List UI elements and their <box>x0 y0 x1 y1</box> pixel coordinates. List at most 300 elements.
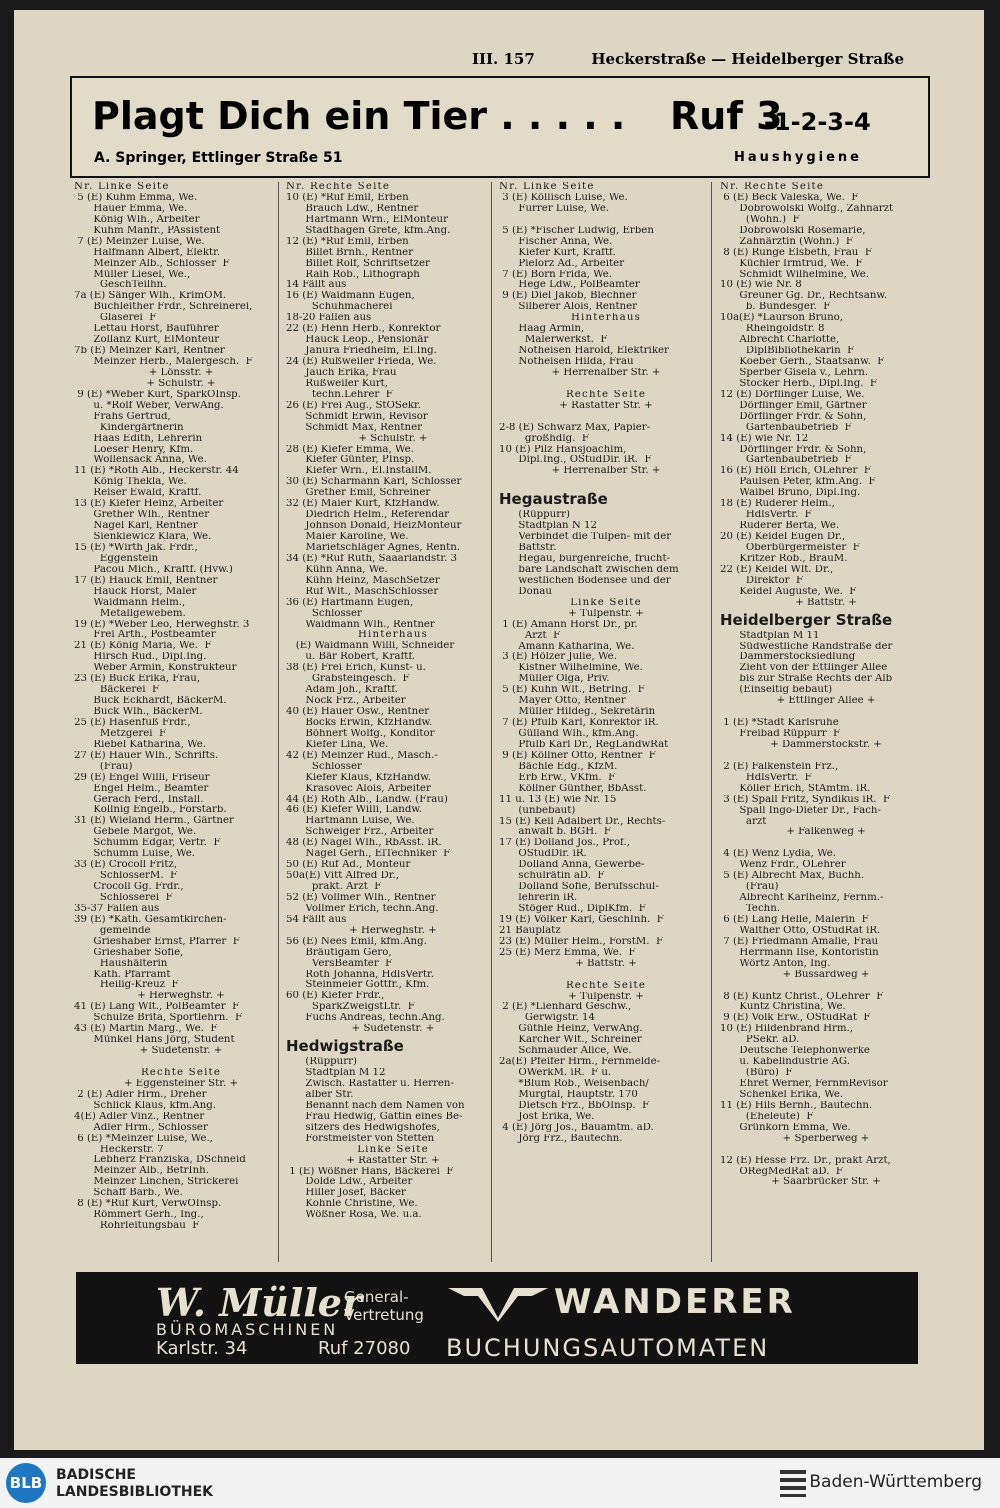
directory-line: + Lönsstr. + <box>148 367 214 378</box>
directory-line: 25 (E) Merz Emma, We. F <box>499 947 636 958</box>
directory-line: Meinzer Alb., Schlosser F <box>74 258 230 269</box>
directory-line: + Schulstr. + <box>146 378 216 389</box>
directory-line: Oberbürgermeister F <box>720 542 860 553</box>
directory-line: Gerach Ferd., Install. <box>74 794 204 805</box>
library-name <box>56 1467 213 1501</box>
directory-line: Direktor F <box>720 575 804 586</box>
directory-line: HdlsVertr. F <box>720 772 812 783</box>
directory-line: Dörflinger Emil, Gärtner <box>720 400 867 411</box>
directory-line: 11 (E) Hils Bernh., Bautechn. <box>720 1100 873 1111</box>
directory-line: 6 (E) *Meinzer Luise, We., <box>74 1133 213 1144</box>
directory-line <box>720 751 932 762</box>
directory-line: + Tulpenstr. + <box>568 608 644 619</box>
library-name-line1: BADISCHE <box>56 1467 136 1483</box>
directory-line: 11 (E) *Roth Alb., Heckerstr. 44 <box>74 466 239 477</box>
directory-line: Schmauder Alice, We. <box>499 1046 632 1057</box>
directory-line: arzt <box>720 816 767 827</box>
directory-line: u. Bär Robert, Kraftf. <box>286 652 415 663</box>
directory-line: Pielorz Ad., Arbeiter <box>499 258 625 269</box>
directory-line: 22 (E) Henn Herb., Konrektor <box>286 324 441 335</box>
directory-line: Kindergärtnerin <box>74 422 184 433</box>
directory-line: Gebele Margot, We. <box>74 827 197 838</box>
directory-line: 14 (E) wie Nr. 12 <box>720 433 809 444</box>
directory-line: 7 (E) Meinzer Luise, We. <box>74 236 205 247</box>
directory-line: Waibel Bruno, Dipl.Ing. <box>720 488 861 499</box>
directory-line: 33 (E) Crocoll Fritz, <box>74 860 178 871</box>
directory-line: König Thekla, We. <box>74 477 187 488</box>
column-2 <box>286 182 500 1221</box>
directory-line: Meinzer Linchen, Strickerei <box>74 1177 239 1188</box>
directory-line: + Rastatter Str. + <box>559 400 653 411</box>
directory-line: 40 (E) Hauer Osw., Rentner <box>286 707 430 717</box>
directory-line: Walther Otto, OStudRat iR. <box>720 925 881 936</box>
directory-line: 9 (E) Volk Erw., OStudRat F <box>720 1013 871 1024</box>
directory-line: 44 (E) Roth Alb., Landw. (Frau) <box>286 794 448 805</box>
directory-line: Stöger Rud., DiplKfm. F <box>499 904 646 914</box>
directory-line <box>720 838 932 849</box>
directory-line: Bäckerei F <box>74 685 160 696</box>
directory-line <box>720 981 932 992</box>
directory-line: 9 (E) *Weber Kurt, SparkOInsp. <box>74 389 241 400</box>
directory-line: 10 (E) Hildenbrand Hrm., <box>720 1024 854 1035</box>
directory-line: Eggenstein <box>74 553 159 564</box>
directory-line: Nr. Linke Seite <box>499 182 595 192</box>
directory-line: Forstmeister von Stetten <box>286 1133 435 1144</box>
directory-line: Schweiger Frz., Arbeiter <box>286 827 434 838</box>
directory-line: 17 (E) Hauck Emil, Rentner <box>74 575 218 586</box>
directory-line: + Falkenweg + <box>786 827 866 838</box>
directory-line: Furrer Luise, We. <box>499 203 610 214</box>
ad-general: General- <box>344 1288 409 1306</box>
directory-line: 3 (E) Köllisch Luise, We. <box>499 192 628 203</box>
directory-line: Nagel Karl, Rentner <box>74 521 198 532</box>
directory-line: b. Bundesger. F <box>720 302 831 313</box>
directory-line: Dipl.Ing., OStudDir. iR. F <box>499 455 652 466</box>
directory-line: Spall Ingo-Dieter Dr., Fach- <box>720 805 881 816</box>
directory-line: 31 (E) Wieland Herm., Gärtner <box>74 816 234 827</box>
directory-line: 8 (E) Runge Elsbeth, Frau F <box>720 247 872 258</box>
directory-line: SparkZweigstLtr. F <box>286 1002 415 1013</box>
directory-line: 48 (E) Nagel Wlh., RbAsst. iR. <box>286 838 442 849</box>
bottom-advertisement <box>76 1272 918 1364</box>
library-name-line2: LANDESBIBLIOTHEK <box>56 1484 214 1500</box>
directory-line: Roth Johanna, HdlsVertr. <box>286 969 434 980</box>
directory-line: Engel Helm., Beamter <box>74 783 209 794</box>
directory-line: 16 (E) Waidmann Eugen, <box>286 291 415 302</box>
directory-line: 19 (E) Völker Karl, GeschInh. F <box>499 914 664 925</box>
directory-line: Schenkel Erika, We. <box>720 1089 844 1100</box>
directory-line: Schaff Barb., We. <box>74 1188 183 1199</box>
directory-line: Hege Ldw., PolBeamter <box>499 280 640 291</box>
directory-line: 7b (E) Meinzer Karl, Rentner <box>74 346 225 357</box>
directory-line: Schumm Edgar, Vertr. F <box>74 838 221 849</box>
directory-line: 19 (E) *Weber Leo, Herweghstr. 3 <box>74 619 250 630</box>
directory-line: 20 (E) Keidel Eugen Dr., <box>720 532 846 542</box>
directory-line: Hirsch Rud., Dipl.Ing. <box>74 652 207 663</box>
directory-line: Freibad Rüppurr F <box>720 729 841 739</box>
directory-line: Halfmann Albert, Elektr. <box>74 247 221 258</box>
directory-line: schulrätin aD. F <box>499 871 605 882</box>
directory-line: 3 (E) Hölzer Julie, We. <box>499 652 617 663</box>
directory-line: Dobrowolski Wolfg., Zahnarzt <box>720 203 894 214</box>
directory-line: (Rüppurr) <box>286 1057 357 1068</box>
directory-line: Stadtplan N 12 <box>499 521 597 532</box>
directory-line: Haag Armin, <box>499 324 585 335</box>
directory-line: Pacou Mich., Kraftf. (Hvw.) <box>74 564 233 575</box>
directory-line: Schlosser <box>286 608 362 619</box>
directory-line: Zieht von der Ettlinger Allee <box>720 663 888 674</box>
directory-line: Münkel Hans Jörg, Student <box>74 1035 235 1046</box>
directory-line: 35-37 Fallen aus <box>74 903 160 914</box>
directory-line: Wößner Rosa, We. u.a. <box>286 1210 422 1221</box>
directory-line: prakt. Arzt F <box>286 882 382 892</box>
directory-line: Bocks Erwin, KfzHandw. <box>286 717 433 728</box>
directory-line: Dolland Anna, Gewerbe- <box>499 860 645 871</box>
ad-phone: Ruf 27080 <box>318 1338 411 1359</box>
directory-line: 17 (E) Dolland Jos., Prof., <box>499 838 630 849</box>
column-divider <box>278 182 279 1262</box>
directory-line: Nock Frz., Arbeiter <box>286 696 406 707</box>
directory-line: 7 (E) Pfulb Karl, Konrektor iR. <box>499 718 659 729</box>
directory-line: Vollmer Erich, techn.Ang. <box>286 903 439 914</box>
street-heading: Heidelberger Straße <box>720 610 893 629</box>
directory-line: *Blum Rob., Weisenbach/ <box>499 1079 649 1089</box>
directory-line: 16 (E) Höll Erich, OLehrer F <box>720 466 871 477</box>
directory-line: 39 (E) *Kath. Gesamtkirchen- <box>74 914 227 925</box>
directory-line: Koeber Gerh., Staatsanw. F <box>720 357 885 367</box>
directory-line: großhdlg. F <box>499 433 589 444</box>
directory-line: Buck Eckhardt, BäckerM. <box>74 696 227 707</box>
directory-line: Güthle Heinz, VerwAng. <box>499 1024 643 1035</box>
directory-line: + Tulpenstr. + <box>568 991 644 1002</box>
column-divider <box>491 182 492 1262</box>
ad-company: A. Springer, Ettlinger Straße 51 <box>94 150 343 166</box>
directory-line: Müller Olga, Priv. <box>499 674 610 685</box>
directory-line: Paulsen Peter, kfm.Ang. F <box>720 477 876 488</box>
directory-line: Herrmann Ilse, Kontoristin <box>720 947 879 958</box>
directory-line: Schlick Klaus, kfm.Ang. <box>74 1100 217 1111</box>
directory-line: Fischer Anna, We. <box>499 236 613 247</box>
directory-line: 50a(E) Vitt Alfred Dr., <box>286 871 399 882</box>
directory-line: Gülland Wlh., kfm.Ang. <box>499 729 639 739</box>
directory-line: 4 (E) Jörg Jos., Bauamtm. aD. <box>499 1122 654 1133</box>
directory-line: + Herrenalber Str. + <box>551 466 661 477</box>
directory-line: Grieshaber Ernst, Pfarrer F <box>74 936 240 947</box>
directory-line: Lebherz Franziska, DSchneid <box>74 1155 246 1166</box>
directory-line <box>74 1057 288 1068</box>
directory-line: Schmidt Max, Rentner <box>286 422 422 433</box>
directory-line: (unbebaut) <box>499 805 576 816</box>
footer-bar <box>0 1458 1000 1508</box>
directory-line: Haas Edith, Lehrerin <box>74 433 203 444</box>
directory-line: 10 (E) *Ruf Emil, Erben <box>286 192 409 203</box>
column-3 <box>499 182 713 1145</box>
directory-line: 34 (E) *Ruf Ruth, Saaarlandstr. 3 <box>286 553 458 564</box>
directory-line: Gartenbaubetrieb F <box>720 422 852 433</box>
page-number: III. 157 <box>472 50 535 68</box>
directory-line: Malerwerkst. F <box>499 335 608 346</box>
directory-line: Frahs Gertrud, <box>74 411 171 422</box>
directory-line: Dörflinger Frdr. & Sohn, <box>720 411 867 422</box>
directory-line: Hegau, burgenreiche, frucht- <box>499 554 670 564</box>
ad-phone-suffix: -1-2-3-4 <box>764 108 871 136</box>
directory-line: Krasovec Alois, Arbeiter <box>286 783 431 794</box>
directory-page <box>14 10 984 1450</box>
ad-general-vertretung <box>344 1288 424 1324</box>
directory-line: 52 (E) Vollmer Wlh., Rentner <box>286 892 436 903</box>
directory-line: 8 (E) *Ruf Kurt, VerwOInsp. <box>74 1199 222 1210</box>
directory-line: Rußweiler Kurt, <box>286 378 389 389</box>
directory-line: Küchler Irmtrud, We. F <box>720 258 863 269</box>
directory-line: Sperber Gisela v., Lehrn. <box>720 367 868 378</box>
directory-line: Zahnärztin (Wohn.) F <box>720 236 853 247</box>
directory-line: (Wohn.) F <box>720 214 800 225</box>
directory-line: Buchleither Frdr., Schreinerei, <box>74 302 253 313</box>
directory-line: 23 (E) Müller Helm., ForstM. F <box>499 936 664 947</box>
ad-service: Haushygiene <box>733 150 862 165</box>
directory-line: Jörg Frz., Bautechn. <box>499 1133 623 1144</box>
directory-line: 21 (E) König Maria, We. F <box>74 641 212 652</box>
directory-line: 7a (E) Sänger Wlh., KrimOM. <box>74 291 227 302</box>
directory-line: (Rüppurr) <box>499 510 570 521</box>
directory-line: Schmidt Erwin, Revisor <box>286 411 428 422</box>
directory-line: Murgtal, Hauptstr. 170 <box>499 1089 638 1100</box>
directory-line: Haushälterin <box>74 958 168 969</box>
street-heading: Hegaustraße <box>499 490 608 509</box>
directory-line: bare Landschaft zwischen dem <box>499 564 679 575</box>
directory-line: 56 (E) Nees Emil, kfm.Ang. <box>286 936 427 947</box>
directory-line: (Frau) <box>74 761 133 772</box>
directory-line: Kiefer Wrn., El.InstallM. <box>286 466 432 477</box>
directory-line: 1 (E) *Stadt Karlsruhe <box>720 718 839 729</box>
directory-line: Rohrleitungsbau F <box>74 1221 200 1232</box>
directory-line: 1 (E) Wößner Hans, Bäckerei F <box>286 1166 454 1177</box>
directory-line: Linke Seite <box>357 1144 429 1155</box>
directory-line: 10 (E) wie Nr. 8 <box>720 280 802 291</box>
directory-line: Kath. Pfarramt <box>74 969 171 980</box>
directory-line <box>499 215 713 226</box>
directory-line: 36 (E) Hartmann Eugen, <box>286 597 414 608</box>
directory-line <box>499 477 713 488</box>
directory-line: Donau <box>499 586 552 597</box>
directory-line: Lettau Horst, Bauführer <box>74 324 219 335</box>
directory-line: Jost Erika, We. <box>499 1111 595 1122</box>
directory-line: Waidmann Helm., <box>74 597 186 608</box>
directory-line: Albrecht Karlheinz, Fernm.- <box>720 893 884 904</box>
directory-line: Dammerstocksiedlung <box>720 652 856 663</box>
directory-line: 60 (E) Kiefer Frdr., <box>286 991 385 1002</box>
column-4 <box>720 182 932 1188</box>
directory-line: Grabsteingesch. F <box>286 674 410 685</box>
directory-line: Stadthagen Grete, kfm.Ang. <box>286 225 451 236</box>
directory-line: Frau Hedwig, Gattin eines Be- <box>286 1111 463 1122</box>
directory-line: Stadtplan M 11 <box>720 630 820 641</box>
directory-line: Schlosserei F <box>74 892 173 903</box>
directory-line: Weber Armin, Konstrukteur <box>74 663 237 674</box>
directory-line: (Frau) <box>720 882 779 893</box>
directory-line: Rechte Seite <box>565 980 647 991</box>
directory-line: ORegMedRat aD. F <box>720 1166 843 1177</box>
directory-line: Heilig-Kreuz F <box>74 980 179 991</box>
directory-line: Dobrowolski Rosemarie, <box>720 225 866 236</box>
directory-line: (Einseitig bebaut) <box>720 685 833 696</box>
directory-line: u. Kabelindustrie AG. <box>720 1057 850 1068</box>
directory-line: Battstr. <box>499 543 557 554</box>
directory-line <box>720 707 932 718</box>
directory-line: u. *Rolf Weber, VerwAng. <box>74 400 224 411</box>
directory-line: Kollnig Engelb., Forstarb. <box>74 805 227 816</box>
directory-line: + Herrenalber Str. + <box>551 367 661 378</box>
directory-line: Grether Emil, Schreiner <box>286 488 431 499</box>
directory-line: Köller Erich, StAmtm. iR. <box>720 783 871 794</box>
directory-line: 27 (E) Hauer Wlh., Schrifts. <box>74 750 219 761</box>
directory-line: Adler Hrm., Schlosser <box>74 1122 208 1133</box>
directory-line: 9 (E) Diel Jakob, Blechner <box>499 291 637 302</box>
directory-line: Dolde Ldw., Arbeiter <box>286 1177 413 1188</box>
directory-line: Keidel Auguste, We. F <box>720 586 857 597</box>
directory-line: OWerkM. iR. F u. <box>499 1068 612 1079</box>
directory-line: Karcher Wlt., Schreiner <box>499 1035 642 1046</box>
directory-line: anwalt b. BGH. F <box>499 827 611 838</box>
directory-line: 6 (E) Beck Valeska, We. F <box>720 192 859 203</box>
directory-line: + Herweghstr. + <box>349 925 437 936</box>
directory-line: Ehret Werner, FernmRevisor <box>720 1079 888 1089</box>
directory-line: Müller Liesel, We., <box>74 269 191 280</box>
directory-line: 15 (E) Keil Adalbert Dr., Rechts- <box>499 816 666 827</box>
directory-line: Kiefer Günter, PInsp. <box>286 455 415 466</box>
directory-line: 28 (E) Kiefer Emma, We. <box>286 444 414 455</box>
directory-line: Diedrich Helm., Referendar <box>286 510 450 521</box>
directory-line: Metallgewebem. <box>74 608 186 619</box>
directory-line: Kiefer Lina, We. <box>286 739 389 750</box>
directory-line: 2 (E) Adler Hrm., Dreher <box>74 1089 207 1100</box>
directory-line: Hauck Leop., Pensionär <box>286 335 429 346</box>
directory-line: VersBeamter F <box>286 958 393 969</box>
directory-line: 12 (E) Dörflinger Luise, We. <box>720 389 865 400</box>
directory-line: 5 (E) Kuhm Emma, We. <box>74 192 198 203</box>
directory-line: Mayer Otto, Rentner <box>499 696 626 707</box>
directory-line: Kohnle Christine, We. <box>286 1199 418 1210</box>
directory-line: 42 (E) Meinzer Rud., Masch.- <box>286 750 438 761</box>
directory-line: 12 (E) *Ruf Emil, Erben <box>286 236 409 247</box>
directory-line: Hiller Josef, Bäcker <box>286 1188 406 1199</box>
directory-line: + Schulstr. + <box>358 433 428 444</box>
directory-line: (Büro) F <box>720 1068 793 1079</box>
directory-line: Kuhm Manfr., PAssistent <box>74 225 221 236</box>
directory-line: Hinterhaus <box>570 313 642 324</box>
directory-line: westlichen Bodensee und der <box>499 575 671 586</box>
directory-line <box>499 379 713 390</box>
directory-line: (E) Waidmann Willi, Schneider <box>286 641 455 652</box>
directory-line: Wörtz Anton, Ing. <box>720 958 831 969</box>
directory-line: 8 (E) Kuntz Christ., OLehrer F <box>720 991 884 1002</box>
directory-line: Kiefer Klaus, KfzHandw. <box>286 772 431 783</box>
directory-line: Schmidt Wilhelmine, We. <box>720 269 869 280</box>
directory-line: 38 (E) Frei Erich, Kunst- u. <box>286 663 426 674</box>
directory-line: + Saarbrücker Str. + <box>771 1177 881 1188</box>
directory-line: Greuner Gg. Dr., Rechtsanw. <box>720 291 888 302</box>
directory-line: 30 (E) Scharmann Karl, Schlosser <box>286 477 462 488</box>
ad-phone-prefix: Ruf 3 <box>670 94 783 138</box>
directory-line: + Sudetenstr. + <box>351 1024 435 1035</box>
directory-line: 5 (E) Albrecht Max, Buchh. <box>720 871 865 882</box>
directory-line: Zollanz Kurt, ElMonteur <box>74 335 220 346</box>
directory-line: Billet Brnh., Rentner <box>286 247 414 258</box>
directory-line: Maier Karoline, We. <box>286 532 409 542</box>
street-range-header: Heckerstraße — Heidelberger Straße <box>591 50 904 68</box>
directory-line: Glaserei F <box>74 313 157 324</box>
directory-line: Grether Wlh., Rentner <box>74 510 210 521</box>
directory-line: Linke Seite <box>570 597 642 608</box>
directory-line: + Dammerstockstr. + <box>770 739 882 750</box>
directory-line: Köllner Günther, BbAsst. <box>499 783 647 794</box>
directory-line: Adam Joh., Kraftf. <box>286 685 398 696</box>
directory-line: sitzers des Hedwigshofes, <box>286 1122 440 1133</box>
directory-line: SchlosserM. F <box>74 871 178 882</box>
directory-line: gemeinde <box>74 925 151 936</box>
directory-line: Gartenbaubetrieb F <box>720 455 852 466</box>
directory-line: Silberer Alois, Rentner <box>499 302 638 313</box>
directory-line: 2-8 (E) Schwarz Max, Papier- <box>499 422 651 433</box>
directory-line: 41 (E) Lang Wlt., PolBeamter F <box>74 1002 240 1013</box>
ad-slogan: Plagt Dich ein Tier . . . . . <box>92 94 626 138</box>
directory-line: OStudDir. iR. <box>499 849 587 860</box>
directory-line: Steinmeier Gottfr., Kfm. <box>286 980 430 991</box>
directory-line: 6 (E) Lang Helle, Malerin F <box>720 914 869 925</box>
directory-line: Bächle Edg., KfzM. <box>499 761 618 772</box>
directory-line: + Eggensteiner Str. + <box>124 1078 238 1089</box>
directory-line: Schulze Brita, Sportlehrn. F <box>74 1013 243 1024</box>
directory-line: + Battstr. + <box>795 597 857 608</box>
directory-line: Schumm Luise, We. <box>74 849 196 860</box>
directory-line: 32 (E) Maier Kurt, KfzHandw. <box>286 499 440 510</box>
directory-line: Frei Arth., Postbeamter <box>74 630 216 641</box>
directory-line: 7 (E) Friedmann Amalie, Frau <box>720 936 879 947</box>
ad-brand: W. Müller <box>156 1280 362 1325</box>
directory-line: Rheingoldstr. 8 <box>720 324 825 335</box>
directory-line: 2a(E) Pfeifer Hrm., Fernmelde- <box>499 1057 661 1068</box>
directory-line: Fuchs Andreas, techn.Ang. <box>286 1013 445 1024</box>
directory-line: 21 Bauplatz <box>499 925 561 936</box>
directory-line: + Sudetenstr. + <box>139 1046 223 1057</box>
directory-line: Bräutigam Gero, <box>286 947 392 958</box>
directory-line: Rechte Seite <box>565 389 647 400</box>
directory-line: 4(E) Adler Vinz., Rentner <box>74 1111 205 1122</box>
directory-line: + Sperberweg + <box>782 1133 870 1144</box>
directory-line: Nr. Rechte Seite <box>286 182 391 192</box>
directory-line: Reiser Ewald, Kraftf. <box>74 488 202 499</box>
directory-line: Nr. Linke Seite <box>74 182 170 192</box>
directory-line: Amann Katharina, We. <box>499 641 635 652</box>
directory-line: Meinzer Alb., BetrInh. <box>74 1166 209 1177</box>
directory-line: Notheisen Hilda, Frau <box>499 357 634 367</box>
directory-line: Stadtplan M 12 <box>286 1068 386 1079</box>
directory-line: Notheisen Harold, Elektriker <box>499 346 669 357</box>
directory-line: + Bussardweg + <box>782 969 870 980</box>
directory-line: Janura Friedhelm, El.Ing. <box>286 346 437 357</box>
directory-line: Pfulb Karl Dr., RegLandwRat <box>499 739 669 750</box>
directory-line: Hauer Emma, We. <box>74 203 188 214</box>
directory-line: Arzt F <box>499 630 561 641</box>
directory-line: Dietsch Frz., BbOInsp. F <box>499 1100 650 1111</box>
ad-address: Karlstr. 34 <box>156 1338 248 1359</box>
column-divider <box>711 182 712 1262</box>
state-name: Baden-Württemberg <box>809 1472 982 1492</box>
directory-line: 15 (E) *Wirth Jak. Frdr., <box>74 542 198 553</box>
directory-line: Albrecht Charlotte, <box>720 335 840 346</box>
directory-line: Grieshaber Sofie, <box>74 947 184 958</box>
directory-line: Müller Hildeg., Sekretärin <box>499 707 656 718</box>
